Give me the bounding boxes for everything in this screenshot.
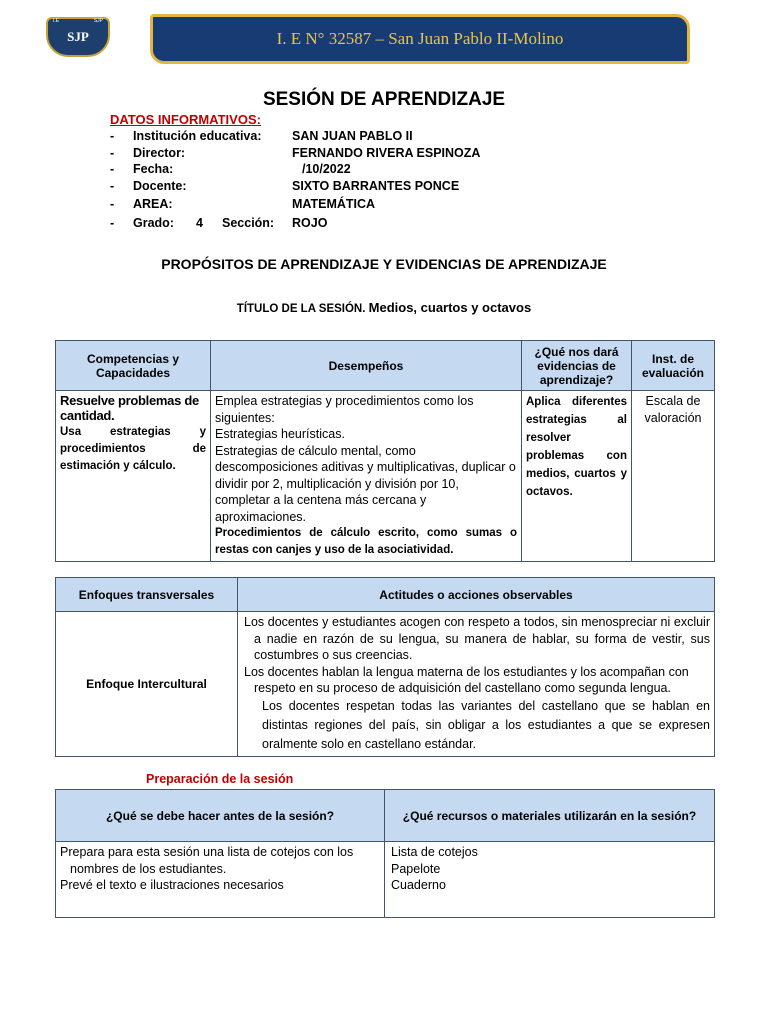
desempeno-escrito: Procedimientos de cálculo escrito, como sumas o restas con canjes y uso de la asociatividad.	[215, 527, 517, 556]
actitud-item: Los docentes hablan la lengua materna de los estudiantes y los acompañan con respeto en su proceso de adquisición del castellano como segunda lengua.	[244, 664, 689, 695]
enfoque-cell: Enfoque Intercultural	[56, 612, 238, 757]
instrumento-cell: Escala de valoración	[632, 391, 715, 562]
info-bullet: -	[110, 162, 115, 176]
info-label: Docente:	[133, 179, 187, 193]
info-bullet: -	[110, 179, 115, 193]
competencia-text: Resuelve problemas de cantidad.	[60, 393, 199, 423]
header-recursos: ¿Qué recursos o materiales utilizarán en la sesión?	[385, 790, 715, 842]
header-actitudes: Actitudes o acciones observables	[238, 578, 715, 612]
session-title-value: Medios, cuartos y octavos	[368, 300, 532, 315]
info-value: /10/2022	[302, 162, 351, 176]
document-title: SESIÓN DE APRENDIZAJE	[262, 89, 506, 110]
logo-monogram: SJP	[67, 29, 89, 44]
header-evidencias: ¿Qué nos dará evidencias de aprendizaje?	[522, 341, 632, 391]
info-value: MATEMÁTICA	[292, 197, 376, 211]
antes-item: Prevé el texto e ilustraciones necesarios	[60, 878, 284, 892]
header-instrumento: Inst. de evaluación	[632, 341, 715, 391]
desempeno-line: Estrategias heurísticas.	[215, 427, 345, 441]
logo-top-right: SJP	[93, 18, 103, 24]
session-title-label: TÍTULO DE LA SESIÓN.	[236, 303, 366, 315]
desempenos-cell	[211, 391, 522, 562]
school-logo	[46, 17, 110, 57]
info-bullet: -	[110, 129, 115, 143]
antes-item: Prepara para esta sesión una lista de cotejos con los nombres de los estudiantes.	[60, 845, 354, 876]
header-desempenos: Desempeños	[211, 341, 522, 391]
desempeno-line: Estrategias de cálculo mental, como descomposiciones aditivas y multiplicativas, duplicar o dividir por 2, multiplicación y división por 10, completar a la centena más cercana y aproximaciones.	[215, 443, 516, 524]
info-label: AREA:	[133, 197, 173, 211]
grado-label: Grado:	[133, 216, 174, 230]
desempeno-line: Emplea estrategias y procedimientos como los siguientes:	[215, 394, 474, 425]
info-label: Director:	[133, 146, 186, 160]
info-value: SAN JUAN PABLO II	[292, 129, 413, 143]
enfoques-table	[55, 577, 715, 757]
recurso-item: Cuaderno	[391, 878, 446, 892]
grado-value: 4	[196, 216, 203, 230]
recursos-cell	[385, 842, 715, 918]
seccion-label: Sección:	[222, 216, 275, 230]
actitud-item: Los docentes respetan todas las variantes del castellano que se hablan en distintas regiones del país, sin obligar a los estudiantes a que se expresen oralmente solo en castellano estándar.	[262, 698, 710, 751]
info-bullet: -	[110, 197, 115, 211]
info-bullet: -	[110, 216, 115, 230]
header-enfoques: Enfoques transversales	[56, 578, 238, 612]
antes-cell	[56, 842, 385, 918]
school-banner-text: I. E N° 32587 – San Juan Pablo II-Molino	[276, 29, 564, 48]
school-banner	[150, 14, 690, 64]
competencias-table	[55, 340, 715, 562]
seccion-value: ROJO	[292, 216, 328, 230]
info-bullet: -	[110, 146, 115, 160]
purposes-heading: PROPÓSITOS DE APRENDIZAJE Y EVIDENCIAS DE APRENDIZAJE	[161, 256, 607, 272]
capacidad-text: Usa estrategias y procedimientos de estimación y cálculo.	[60, 426, 206, 472]
actitud-item: Los docentes y estudiantes acogen con respeto a todos, sin menospreciar ni excluir a nadie en razón de su lengua, su manera de hablar, su forma de vestir, sus costumbres o sus creencias.	[244, 615, 710, 662]
evidencia-cell: Aplica diferentes estrategias al resolver problemas con medios, cuartos y octavos.	[522, 391, 632, 562]
preparacion-heading: Preparación de la sesión	[146, 772, 294, 786]
info-value: FERNANDO RIVERA ESPINOZA	[292, 146, 481, 160]
datos-heading: DATOS INFORMATIVOS:	[110, 112, 261, 127]
header-competencias: Competencias y Capacidades	[56, 341, 211, 391]
header-antes: ¿Qué se debe hacer antes de la sesión?	[56, 790, 385, 842]
recurso-item: Lista de cotejos	[391, 845, 478, 859]
info-label: Fecha:	[133, 162, 174, 176]
competencia-cell	[56, 391, 211, 562]
session-title	[0, 300, 768, 315]
info-value: SIXTO BARRANTES PONCE	[292, 179, 460, 193]
info-label: Institución educativa:	[133, 129, 262, 143]
preparacion-table	[55, 789, 715, 918]
logo-top-left: I.E	[53, 18, 60, 24]
actitudes-cell	[238, 612, 715, 757]
recurso-item: Papelote	[391, 861, 441, 876]
